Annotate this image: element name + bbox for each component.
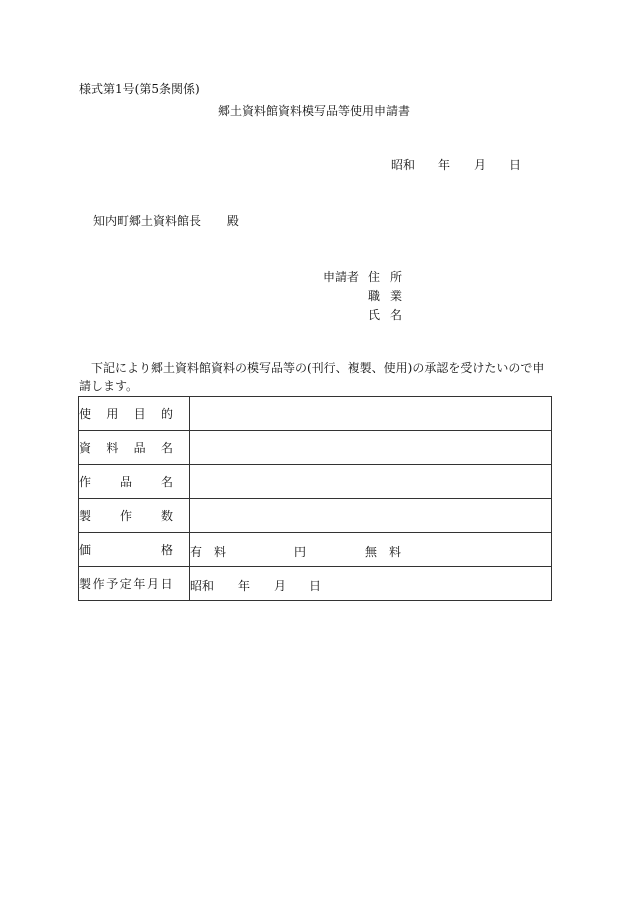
addressee-honorific: 殿 bbox=[226, 214, 239, 228]
table-row bbox=[79, 567, 552, 601]
purpose-field[interactable] bbox=[190, 397, 552, 431]
schedule-month: 月 bbox=[274, 578, 287, 593]
date-year: 年 bbox=[438, 158, 451, 172]
table-row bbox=[79, 431, 552, 465]
work-label-cell: 作 品 名 bbox=[79, 465, 190, 499]
date-day: 日 bbox=[509, 158, 522, 172]
schedule-year: 年 bbox=[238, 578, 251, 593]
production-count-field[interactable] bbox=[190, 499, 552, 533]
schedule-era: 昭和 bbox=[190, 578, 215, 593]
price-paid-option: 有 料 bbox=[190, 544, 227, 559]
work-name-field[interactable] bbox=[190, 465, 552, 499]
schedule-date-field[interactable] bbox=[190, 567, 552, 601]
price-label-cell: 価 格 bbox=[79, 533, 190, 567]
price-free-option: 無 料 bbox=[365, 544, 402, 559]
form-number: 様式第1号(第5条関係) bbox=[79, 82, 200, 96]
document-title: 郷土資料館資料模写品等使用申請書 bbox=[218, 104, 411, 118]
production-label-cell: 製 作 数 bbox=[79, 499, 190, 533]
applicant-label: 申請者 bbox=[323, 270, 360, 284]
table-row bbox=[79, 397, 552, 431]
material-name-field[interactable] bbox=[190, 431, 552, 465]
schedule-day: 日 bbox=[309, 578, 322, 593]
table-row bbox=[79, 499, 552, 533]
schedule-label: 製作予定年月日 bbox=[79, 577, 175, 591]
date-month: 月 bbox=[474, 158, 487, 172]
schedule-label-cell bbox=[79, 567, 190, 601]
addressee bbox=[93, 212, 239, 229]
applicant-name-label: 氏 名 bbox=[368, 308, 403, 322]
request-statement: 下記により郷土資料館資料の模写品等の(刊行、複製、使用)の承認を受けたいので申請します。 bbox=[79, 361, 545, 393]
purpose-label-cell: 使 用 目 的 bbox=[79, 397, 190, 431]
material-label-cell: 資 料 品 名 bbox=[79, 431, 190, 465]
table-row bbox=[79, 533, 552, 567]
application-table bbox=[78, 396, 552, 601]
applicant-address-label: 住 所 bbox=[368, 270, 403, 284]
price-yen-unit: 円 bbox=[294, 544, 307, 559]
table-row bbox=[79, 465, 552, 499]
addressee-name: 知内町郷土資料館長 bbox=[93, 214, 202, 228]
applicant-occupation-label: 職 業 bbox=[368, 289, 403, 303]
date-era: 昭和 bbox=[391, 158, 416, 172]
price-field[interactable] bbox=[190, 533, 552, 567]
